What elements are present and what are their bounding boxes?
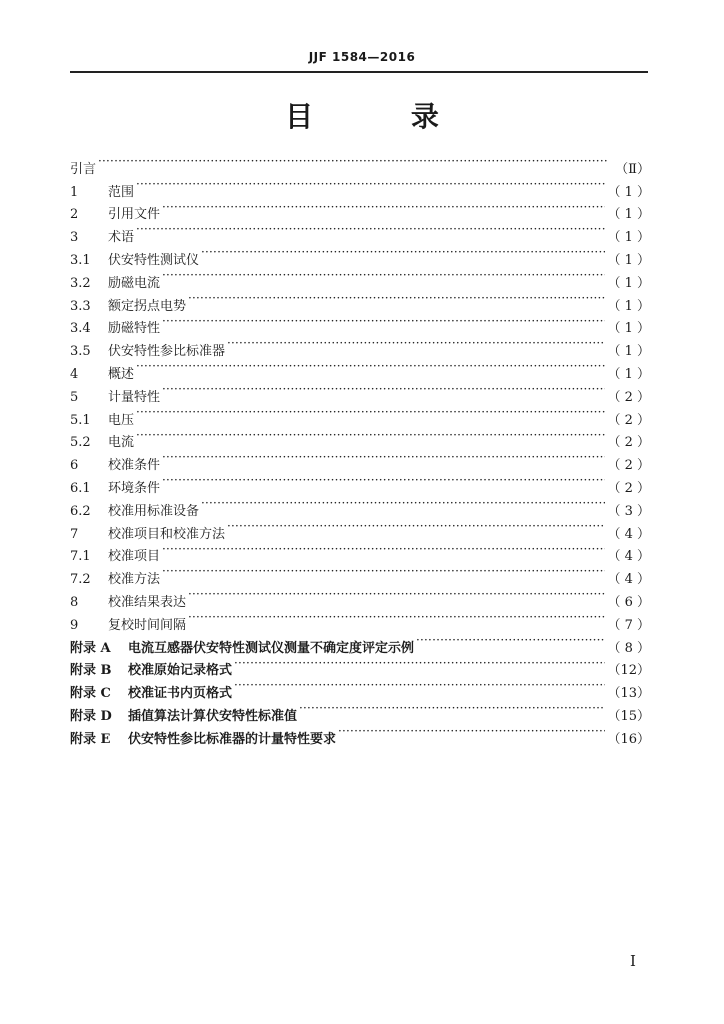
dot-leader xyxy=(136,355,605,378)
toc-entry[interactable] xyxy=(70,173,650,200)
dot-leader xyxy=(416,629,605,652)
toc-entry-page: （ 4 ） xyxy=(607,572,650,588)
dot-leader xyxy=(338,720,605,743)
toc-entry-number: 附录 E xyxy=(70,731,111,747)
dot-leader xyxy=(162,446,605,469)
toc-entry-page: （ 3 ） xyxy=(607,503,650,519)
dot-leader xyxy=(188,583,605,606)
toc-entry[interactable] xyxy=(70,241,650,268)
toc-entry-page: （ 6 ） xyxy=(607,594,650,610)
dot-leader xyxy=(162,538,605,561)
toc-entry-page: （ 7 ） xyxy=(607,617,650,633)
toc-entry-title: 环境条件 xyxy=(108,480,161,496)
toc-entry-page: （ 1 ） xyxy=(607,344,650,360)
toc-entry-title: 插值算法计算伏安特性标准值 xyxy=(128,708,298,724)
dot-leader xyxy=(98,150,608,173)
toc-entry-number: 5.2 xyxy=(70,435,91,451)
toc-entry-title: 校准用标准设备 xyxy=(108,503,200,519)
toc-entry-title: 电流互感器伏安特性测试仪测量不确定度评定示例 xyxy=(128,640,415,656)
toc-entry-page: （ 1 ） xyxy=(607,275,650,291)
toc-entry-page: （15） xyxy=(607,708,650,724)
toc-entry-page: （ 1 ） xyxy=(607,230,650,246)
toc-entry-title: 励磁特性 xyxy=(108,321,161,337)
toc-entry-number: 附录 B xyxy=(70,663,112,679)
dot-leader xyxy=(162,469,605,492)
toc-entry-title: 电流 xyxy=(108,435,135,451)
toc-entry-title: 伏安特性参比标准器 xyxy=(108,344,226,360)
toc-entry-title: 计量特性 xyxy=(108,389,161,405)
toc-entry-title: 校准项目和校准方法 xyxy=(108,526,226,542)
toc-entry-page: （ 1 ） xyxy=(607,366,650,382)
dot-leader xyxy=(136,173,605,196)
toc-entry-page: （ 1 ） xyxy=(607,184,650,200)
toc-entry-number: 1 xyxy=(70,184,79,200)
dot-leader xyxy=(136,401,605,424)
toc-entry-number: 7 xyxy=(70,526,79,542)
dot-leader xyxy=(162,560,605,583)
toc-entry-title: 校准原始记录格式 xyxy=(128,663,233,679)
toc-entry-number: 2 xyxy=(70,207,79,223)
toc-entry-number: 6.1 xyxy=(70,480,91,496)
dot-leader xyxy=(234,674,605,697)
toc-entry-title: 电压 xyxy=(108,412,135,428)
toc-entry-number: 7.2 xyxy=(70,572,91,588)
toc-entry-title: 额定拐点电势 xyxy=(108,298,187,314)
toc-entry-page: （ 2 ） xyxy=(607,389,650,405)
toc-entry-number: 5 xyxy=(70,389,79,405)
toc-entry-number: 3.1 xyxy=(70,252,91,268)
toc-entry[interactable] xyxy=(70,196,650,223)
dot-leader xyxy=(136,424,605,447)
table-of-contents xyxy=(70,150,650,747)
toc-entry-page: （ 4 ） xyxy=(607,549,650,565)
toc-entry-number: 3.5 xyxy=(70,344,91,360)
toc-entry-number: 3.3 xyxy=(70,298,91,314)
toc-entry-title: 校准方法 xyxy=(108,572,161,588)
toc-entry-page: （ 8 ） xyxy=(607,640,650,656)
dot-leader xyxy=(162,310,605,333)
toc-entry-page: （12） xyxy=(607,663,650,679)
toc-entry-number: 9 xyxy=(70,617,79,633)
toc-entry-title: 校准项目 xyxy=(108,549,161,565)
toc-entry[interactable] xyxy=(70,218,650,246)
dot-leader xyxy=(188,287,605,310)
page-number: I xyxy=(630,952,636,970)
toc-entry[interactable] xyxy=(70,401,650,428)
toc-entry-number: 4 xyxy=(70,366,79,382)
toc-entry-page: （ 1 ） xyxy=(607,207,650,223)
toc-entry[interactable] xyxy=(70,424,650,451)
toc-entry-number: 3.4 xyxy=(70,321,91,337)
toc-entry-title: 校准结果表达 xyxy=(108,594,187,610)
dot-leader xyxy=(234,652,605,675)
toc-entry-title: 引用文件 xyxy=(108,207,161,223)
toc-entry-number: 附录 C xyxy=(70,686,111,702)
toc-entry-title: 复校时间间隔 xyxy=(108,617,187,633)
header-rule xyxy=(70,71,648,73)
toc-entry-page: （ 4 ） xyxy=(607,526,650,542)
dot-leader xyxy=(162,378,605,401)
toc-entry-number: 附录 D xyxy=(70,708,112,724)
dot-leader xyxy=(188,606,605,629)
toc-entry-number: 附录 A xyxy=(70,640,111,656)
dot-leader xyxy=(227,332,605,355)
dot-leader xyxy=(299,697,605,720)
toc-entry-number: 7.1 xyxy=(70,549,91,565)
page-title: 目 录 xyxy=(285,100,483,133)
toc-entry-page: （Ⅱ） xyxy=(615,161,650,177)
toc-entry-title: 术语 xyxy=(108,230,135,246)
dot-leader xyxy=(201,241,605,264)
toc-entry-page: （ 1 ） xyxy=(607,321,650,337)
toc-entry-page: （ 2 ） xyxy=(607,412,650,428)
toc-entry-number: 8 xyxy=(70,594,79,610)
dot-leader xyxy=(162,196,605,219)
toc-entry-number: 3.2 xyxy=(70,275,91,291)
dot-leader xyxy=(227,515,605,538)
toc-entry-title: 引言 xyxy=(70,161,97,177)
toc-entry-page: （16） xyxy=(607,731,650,747)
toc-entry[interactable] xyxy=(70,446,650,474)
toc-entry[interactable] xyxy=(70,378,650,405)
toc-entry-number: 3 xyxy=(70,230,79,246)
toc-entry-number: 5.1 xyxy=(70,412,91,428)
standard-code-header: JJF 1584—2016 xyxy=(308,50,416,64)
toc-entry[interactable] xyxy=(70,355,650,382)
toc-entry-page: （13） xyxy=(607,686,650,702)
toc-entry[interactable] xyxy=(70,150,650,177)
toc-entry-title: 范围 xyxy=(108,184,135,200)
toc-entry-page: （ 2 ） xyxy=(607,480,650,496)
toc-entry-title: 励磁电流 xyxy=(108,275,161,291)
toc-entry-page: （ 1 ） xyxy=(607,252,650,268)
toc-entry-title: 伏安特性测试仪 xyxy=(108,252,200,268)
toc-entry-title: 伏安特性参比标准器的计量特性要求 xyxy=(128,731,337,747)
toc-entry-title: 校准证书内页格式 xyxy=(128,686,233,702)
toc-entry-number: 6.2 xyxy=(70,503,91,519)
toc-entry-title: 校准条件 xyxy=(108,458,161,474)
toc-entry-page: （ 2 ） xyxy=(607,458,650,474)
toc-entry-title: 概述 xyxy=(108,366,135,382)
toc-entry-page: （ 1 ） xyxy=(607,298,650,314)
toc-entry-page: （ 2 ） xyxy=(607,435,650,451)
dot-leader xyxy=(162,264,605,287)
dot-leader xyxy=(201,492,605,515)
toc-entry-number: 6 xyxy=(70,458,79,474)
dot-leader xyxy=(136,218,605,241)
